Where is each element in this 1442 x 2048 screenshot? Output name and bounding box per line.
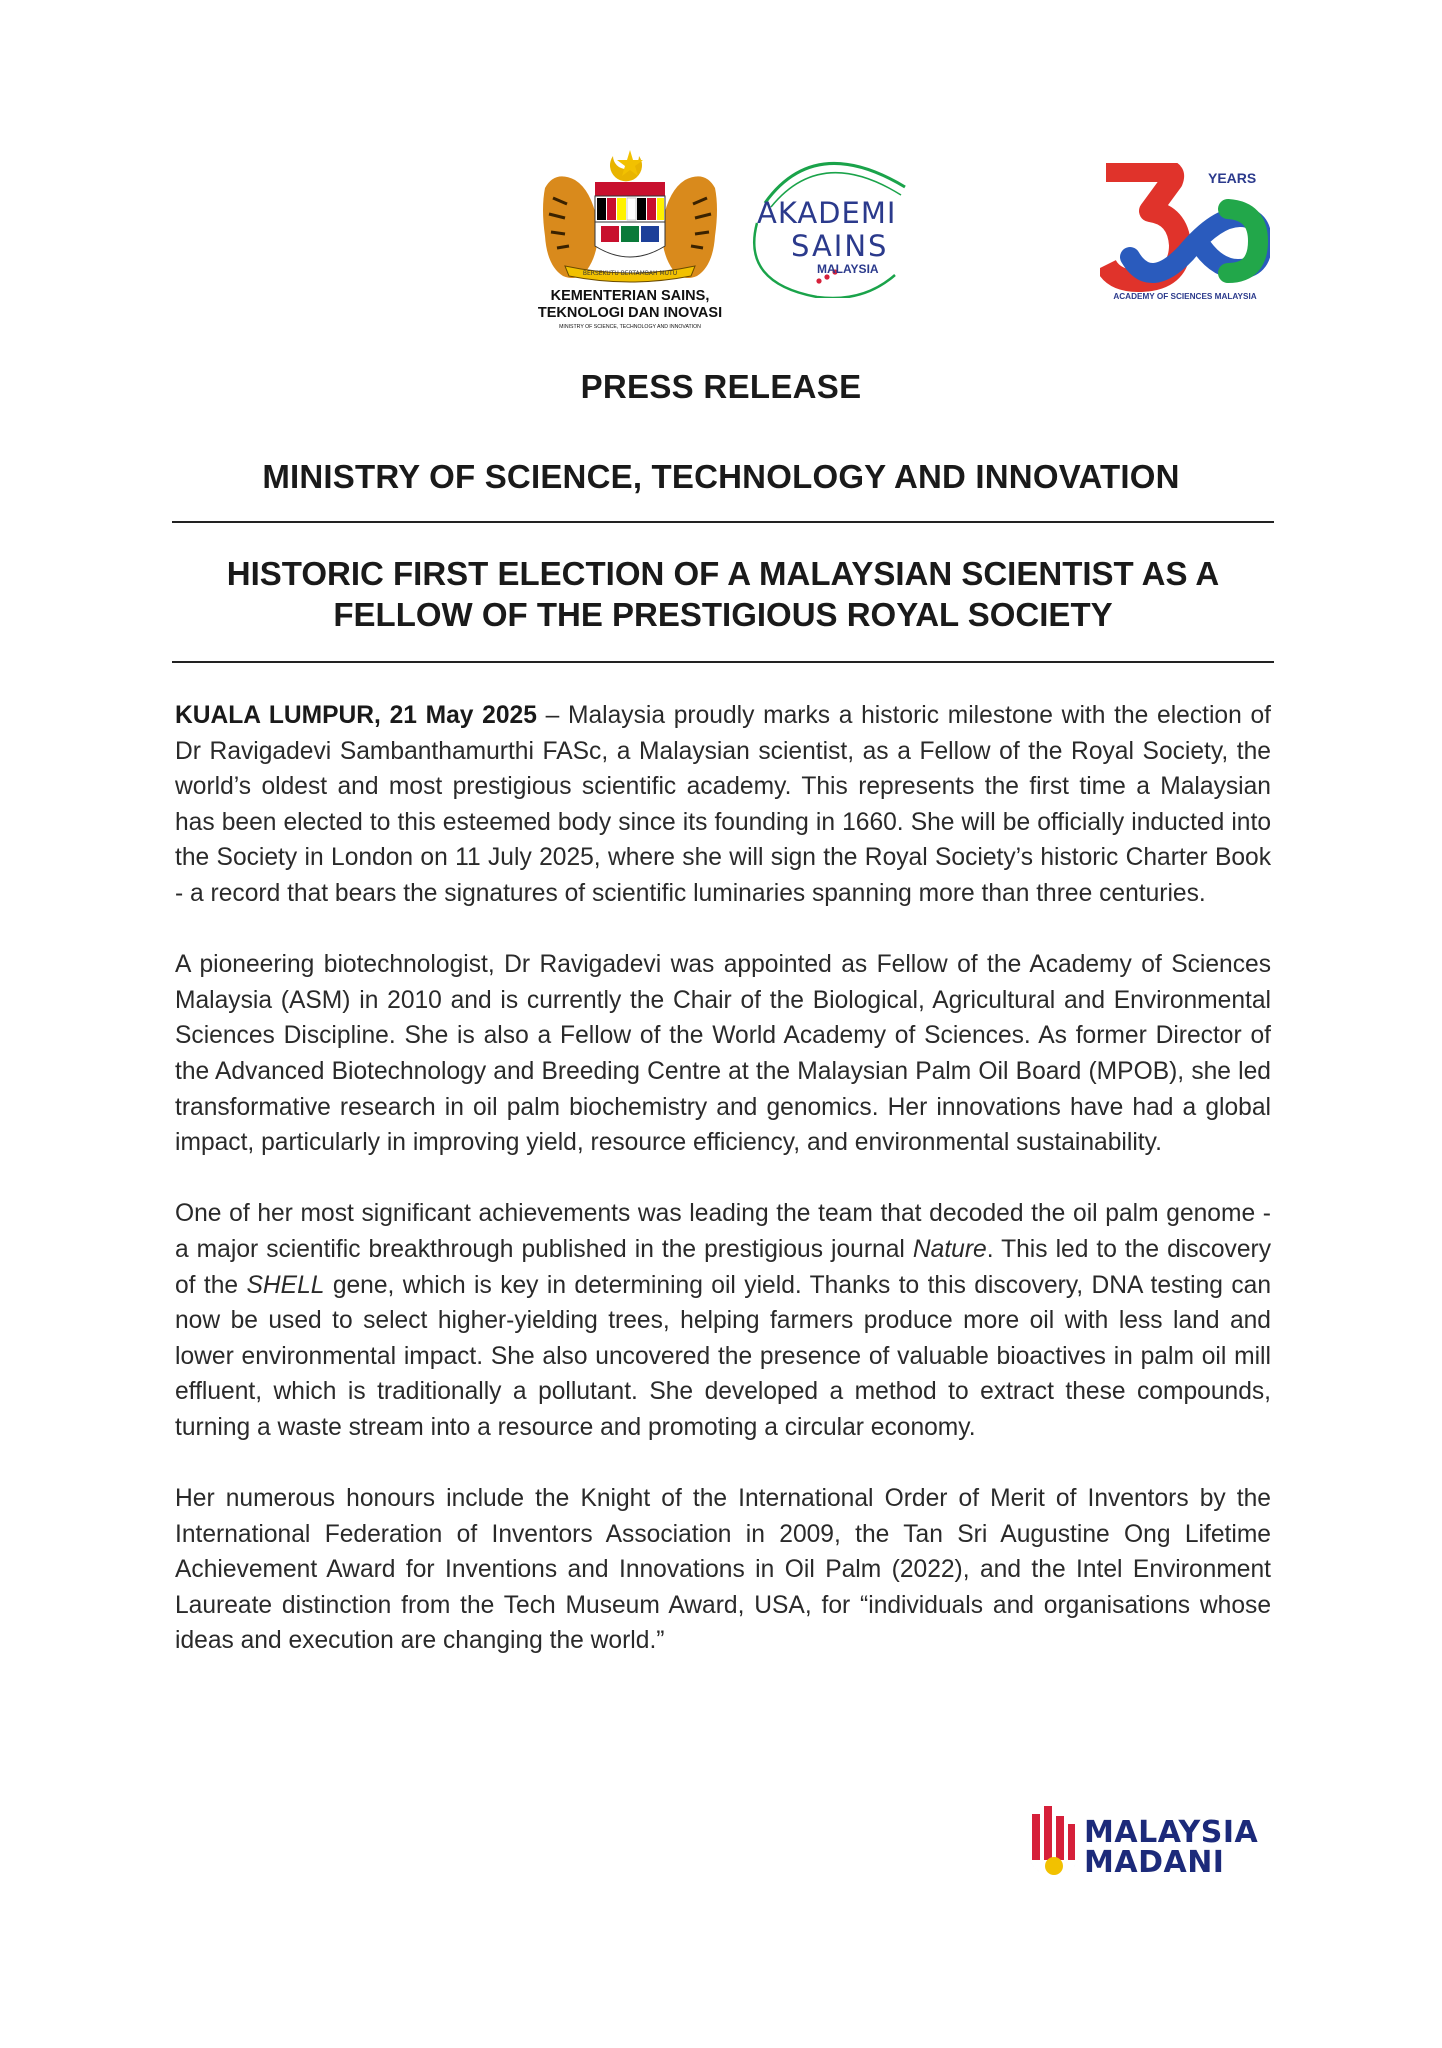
journal-name: Nature [912,1235,987,1263]
press-release-heading: PRESS RELEASE [580,368,862,405]
madani-line2: MADANI [1084,1845,1225,1880]
ministry-heading: MINISTRY OF SCIENCE, TECHNOLOGY AND INNOVATION [262,458,1180,495]
gene-name: SHELL [246,1271,325,1299]
paragraph-3-text-b: . This led to the discovery of the [175,1235,1271,1299]
divider-bottom [172,661,1274,663]
madani-line1: MALAYSIA [1084,1815,1259,1850]
thirty-years-icon [1100,163,1270,303]
paragraph-3-text-a: One of her most significant achievements was leading the team that decoded the oil palm genome - a major scientific breakthrough published in the prestigious journal [175,1200,1271,1263]
ministry-logo [525,148,735,338]
dateline: KUALA LUMPUR, 21 May 2025 [175,702,537,729]
thirty-years-logo [1100,163,1270,303]
malaysia-text: MALAYSIA [817,262,879,276]
ministry-name-en: MINISTRY OF SCIENCE, TECHNOLOGY AND INNOVATION [559,324,701,330]
akademi-sains-logo [735,153,915,298]
release-title-line2: FELLOW OF THE PRESTIGIOUS ROYAL SOCIETY [333,596,1113,633]
years-label: YEARS [1208,170,1257,186]
paragraph-2: A pioneering biotechnologist, Dr Ravigadevi was appointed as Fellow of the Academy of Sciences Malaysia (ASM) in 2010 and is currently the Chair of the Biological, Agricultural and Environmental Sciences Discipline. She is also a Fellow of the World Academy of Sciences. As former Director of the Advanced Biotechnology and Breeding Centre at the Malaysian Palm Oil Board (MPOB), she led transformative research in oil palm biochemistry and genomics. Her innovations have had a global impact, particularly in improving yield, resource efficiency, and environmental sustainability. [175,951,1271,1157]
sains-text: SAINS [791,229,889,263]
paragraph-3-text-c: gene, which is key in determining oil yield. Thanks to this discovery, DNA testing can now be used to select higher-yielding trees, helping farmers produce more oil with less land and lower environmental impact. She also uncovered the presence of valuable bioactives in palm oil mill effluent, which is traditionally a pollutant. She developed a method to extract these compounds, turning a waste stream into a resource and promoting a circular economy. [175,1271,1271,1441]
release-title-line1: HISTORIC FIRST ELECTION OF A MALAYSIAN SCIENTIST AS A [226,555,1220,592]
ministry-name-ms-line2: TEKNOLOGI DAN INOVASI [537,305,723,321]
paragraph-1 [175,698,1271,912]
madani-emblem-icon [1024,1800,1084,1890]
paragraph-3 [175,1196,1271,1445]
motto-text: BERSEKUTU BERTAMBAH MUTU [582,270,678,277]
logo-header [0,148,1442,338]
press-release-body [175,698,1271,1695]
akademi-text: AKADEMI [757,196,897,230]
divider-top [172,521,1274,523]
paragraph-4: Her numerous honours include the Knight of the International Order of Merit of Inventors by the International Federation of Inventors Association in 2009, the Tan Sri Augustine Ong Lifetime Achievement Award for Inventions and Innovations in Oil Palm (2022), and the Intel Environment Laureate distinction from the Tech Museum Award, USA, for “individuals and organisations whose ideas and execution are changing the world.” [175,1485,1271,1655]
ministry-name-ms-line1: KEMENTERIAN SAINS, [550,288,710,304]
coat-of-arms-icon [525,148,735,338]
anniversary-caption: ACADEMY OF SCIENCES MALAYSIA [1113,292,1257,301]
paragraph-1-text: – Malaysia proudly marks a historic milestone with the election of Dr Ravigadevi Sambanthamurthi FASc, a Malaysian scientist, as a Fellow of the Royal Society, the world’s oldest and most prestigious scientific academy. This represents the first time a Malaysian has been elected to this esteemed body since its founding in 1660. She will be officially inducted into the Society in London on 11 July 2025, where she will sign the Royal Society’s historic Charter Book - a record that bears the signatures of scientific luminaries spanning more than three centuries. [175,702,1271,907]
akademi-swoosh-icon [735,153,915,298]
malaysia-madani-logo [1024,1800,1259,1890]
release-title [172,553,1274,635]
